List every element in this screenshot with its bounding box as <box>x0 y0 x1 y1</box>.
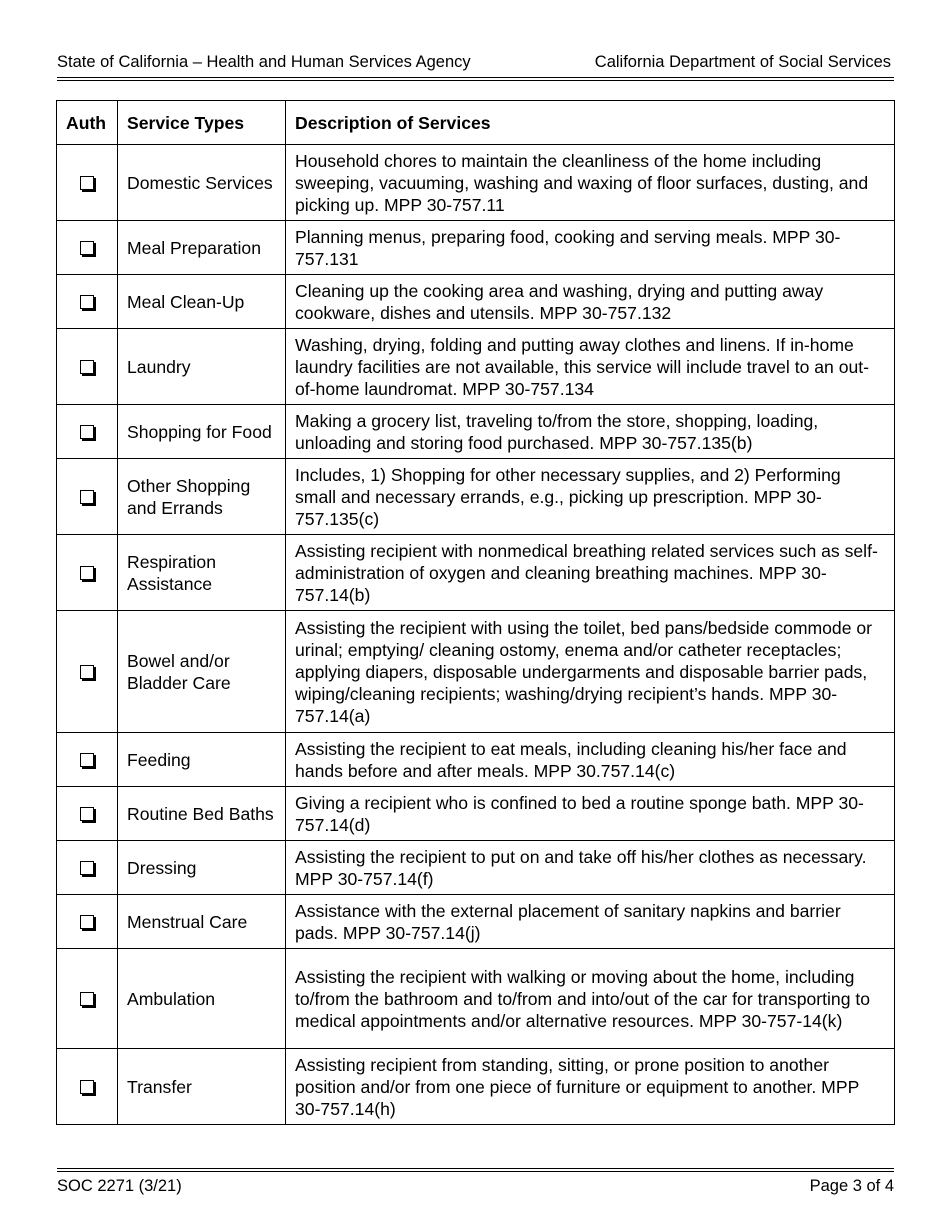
service-description: Washing, drying, folding and putting away clothes and linens. If in-home laundry facilities are not available, this service will include travel to an out-of-home laundromat. MPP 30-757.134 <box>286 329 895 405</box>
service-type: Dressing <box>118 841 286 895</box>
agency-name: State of California – Health and Human Services Agency <box>57 52 471 71</box>
auth-checkbox[interactable] <box>80 425 94 439</box>
service-description: Household chores to maintain the cleanliness of the home including sweeping, vacuuming, washing and waxing of floor surfaces, dusting, and picking up. MPP 30-757.11 <box>286 145 895 221</box>
auth-checkbox[interactable] <box>80 861 94 875</box>
table-row <box>57 275 895 329</box>
service-description: Cleaning up the cooking area and washing, drying and putting away cookware, dishes and utensils. MPP 30-757.132 <box>286 275 895 329</box>
table-row <box>57 145 895 221</box>
service-description: Assisting the recipient with walking or moving about the home, including to/from the bathroom and to/from and into/out of the car for transporting to medical appointments and/or alternative resources. MPP 30-757-14(k) <box>286 949 895 1049</box>
table-row <box>57 1049 895 1125</box>
table-row <box>57 405 895 459</box>
service-type: Ambulation <box>118 949 286 1049</box>
auth-checkbox[interactable] <box>80 490 94 504</box>
service-type: Bowel and/or Bladder Care <box>118 611 286 733</box>
table-row <box>57 611 895 733</box>
table-row <box>57 733 895 787</box>
table-row <box>57 221 895 275</box>
auth-checkbox[interactable] <box>80 360 94 374</box>
column-header-service-types: Service Types <box>118 101 286 145</box>
service-type: Respiration Assistance <box>118 535 286 611</box>
auth-checkbox[interactable] <box>80 1080 94 1094</box>
service-type: Meal Clean-Up <box>118 275 286 329</box>
service-description: Assistance with the external placement of sanitary napkins and barrier pads. MPP 30-757.14(j) <box>286 895 895 949</box>
auth-checkbox[interactable] <box>80 753 94 767</box>
table-row <box>57 949 895 1049</box>
header-divider <box>57 77 894 81</box>
service-type: Domestic Services <box>118 145 286 221</box>
service-description: Assisting recipient with nonmedical breathing related services such as self-administration of oxygen and cleaning breathing machines. MPP 30-757.14(b) <box>286 535 895 611</box>
auth-checkbox[interactable] <box>80 665 94 679</box>
service-description: Making a grocery list, traveling to/from the store, shopping, loading, unloading and storing food purchased. MPP 30-757.135(b) <box>286 405 895 459</box>
auth-checkbox[interactable] <box>80 915 94 929</box>
service-type: Meal Preparation <box>118 221 286 275</box>
footer-divider <box>57 1168 894 1172</box>
auth-checkbox[interactable] <box>80 176 94 190</box>
service-type: Shopping for Food <box>118 405 286 459</box>
table-row <box>57 329 895 405</box>
service-type: Routine Bed Baths <box>118 787 286 841</box>
service-type: Laundry <box>118 329 286 405</box>
page-footer <box>57 1175 894 1197</box>
auth-checkbox[interactable] <box>80 992 94 1006</box>
auth-checkbox[interactable] <box>80 241 94 255</box>
service-description: Assisting recipient from standing, sitting, or prone position to another position and/or from one piece of furniture or equipment to another. MPP 30-757.14(h) <box>286 1049 895 1125</box>
table-row <box>57 787 895 841</box>
service-type: Menstrual Care <box>118 895 286 949</box>
table-row <box>57 459 895 535</box>
page-header <box>57 50 891 74</box>
services-table <box>56 100 895 1125</box>
auth-checkbox[interactable] <box>80 566 94 580</box>
table-header-row <box>57 101 895 145</box>
service-description: Assisting the recipient to eat meals, including cleaning his/her face and hands before and after meals. MPP 30.757.14(c) <box>286 733 895 787</box>
page-number: Page 3 of 4 <box>809 1176 894 1195</box>
auth-checkbox[interactable] <box>80 295 94 309</box>
service-description: Assisting the recipient to put on and take off his/her clothes as necessary. MPP 30-757.14(f) <box>286 841 895 895</box>
service-type: Feeding <box>118 733 286 787</box>
service-type: Other Shopping and Errands <box>118 459 286 535</box>
service-description: Planning menus, preparing food, cooking and serving meals. MPP 30-757.131 <box>286 221 895 275</box>
service-description: Giving a recipient who is confined to bed a routine sponge bath. MPP 30-757.14(d) <box>286 787 895 841</box>
auth-checkbox[interactable] <box>80 807 94 821</box>
service-description: Includes, 1) Shopping for other necessary supplies, and 2) Performing small and necessary errands, e.g., picking up prescription. MPP 30-757.135(c) <box>286 459 895 535</box>
form-number: SOC 2271 (3/21) <box>57 1176 182 1195</box>
service-type: Transfer <box>118 1049 286 1125</box>
department-name: California Department of Social Services <box>594 52 891 71</box>
service-description: Assisting the recipient with using the toilet, bed pans/bedside commode or urinal; emptying/ cleaning ostomy, enema and/or catheter receptacles; applying diapers, disposable undergarments and disposable barrier pads, wiping/cleaning recipients; washing/drying recipient’s hands. MPP 30-757.14(a) <box>286 611 895 733</box>
column-header-auth: Auth <box>57 101 118 145</box>
table-row <box>57 895 895 949</box>
table-row <box>57 841 895 895</box>
table-row <box>57 535 895 611</box>
column-header-description: Description of Services <box>286 101 895 145</box>
